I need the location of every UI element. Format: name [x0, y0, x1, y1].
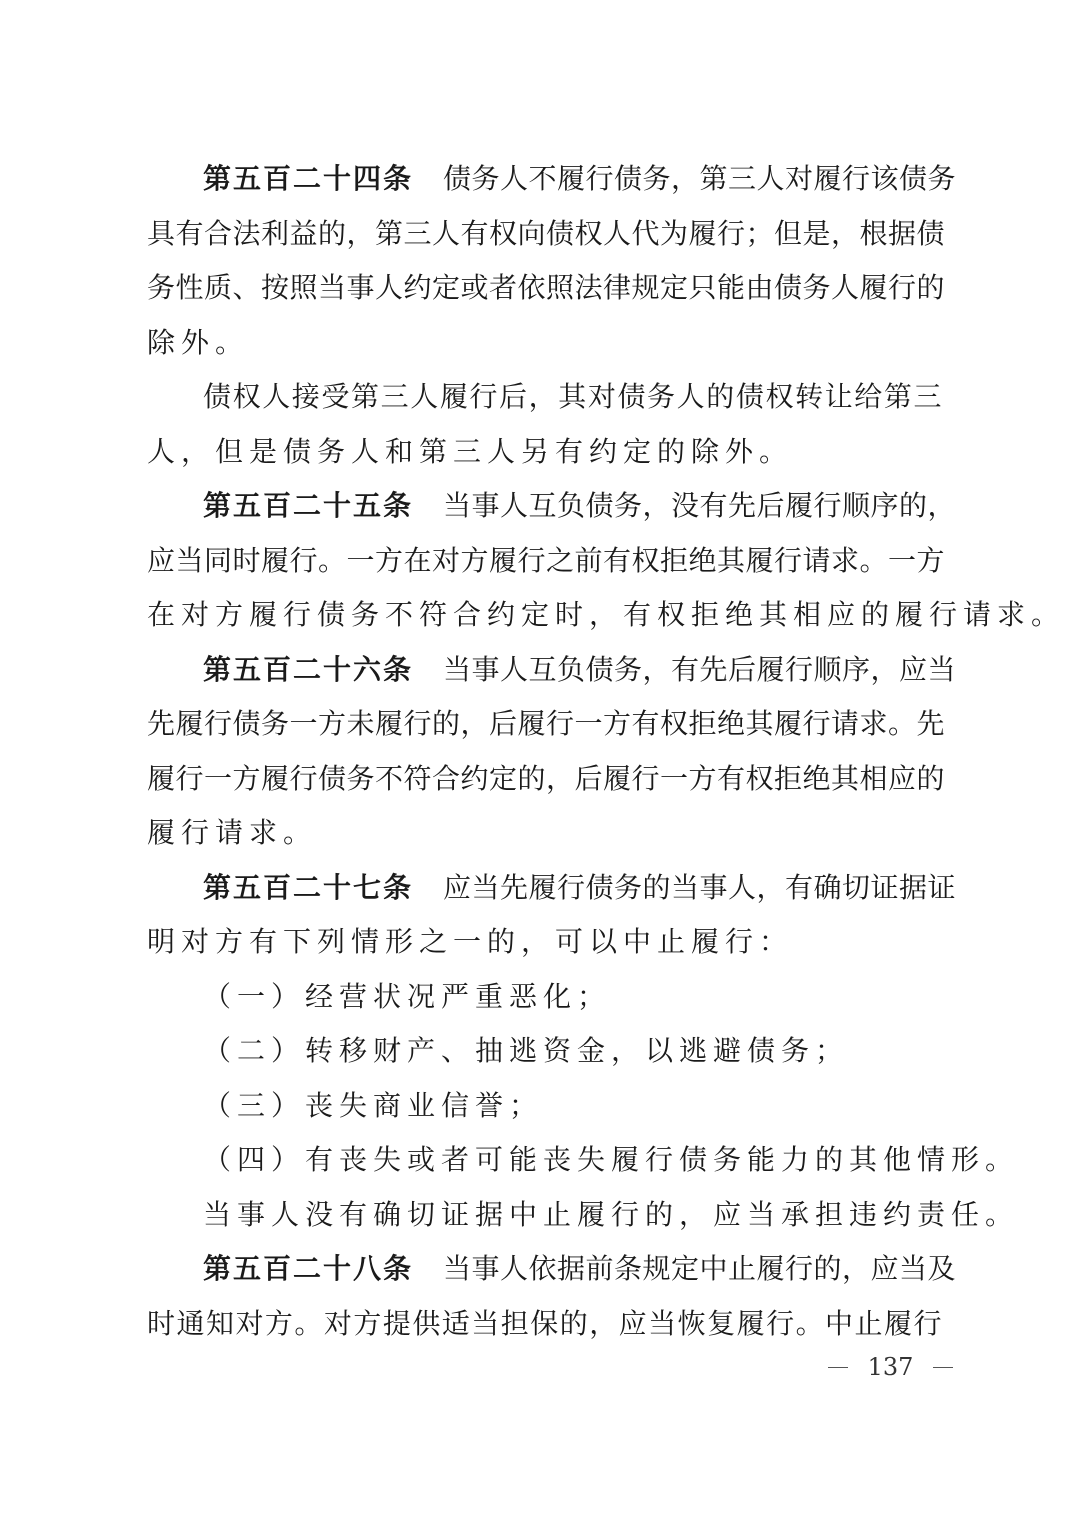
article-525-line-2: 应当同时履行。一方在对方履行之前有权拒绝其履行请求。一方: [147, 543, 946, 577]
footer-dash-right: [933, 1367, 953, 1368]
article-524-line-1: [147, 152, 957, 207]
article-526-line-3: 履行一方履行债务不符合约定的，后履行一方有权拒绝其相应的: [147, 761, 946, 795]
article-526-heading: 第五百二十六条: [203, 652, 414, 686]
article-527-item-3: （三）丧失商业信誉；: [203, 1088, 544, 1122]
article-527-line-1: [147, 861, 957, 916]
article-524-heading: 第五百二十四条: [203, 162, 414, 195]
article-528-heading: 第五百二十八条: [203, 1252, 414, 1285]
article-527-heading: 第五百二十七条: [203, 870, 414, 904]
article-527-closing: 当事人没有确切证据中止履行的，应当承担违约责任。: [203, 1197, 1020, 1231]
article-524-line-2: 具有合法利益的，第三人有权向债权人代为履行；但是，根据债: [147, 216, 946, 250]
article-524-text-1: 债务人不履行债务，第三人对履行该债务: [443, 162, 957, 195]
article-525-text-1: 当事人互负债务，没有先后履行顺序的，: [443, 489, 957, 522]
article-526-line-4: 履行请求。: [147, 816, 318, 849]
article-525-line-3: 在对方履行债务不符合约定时，有权拒绝其相应的履行请求。: [147, 598, 1066, 631]
footer-dash-left: [828, 1367, 848, 1368]
article-526-text-1: 当事人互负债务，有先后履行顺序，应当: [443, 652, 957, 686]
article-527-line-2: 明对方有下列情形之一的，可以中止履行：: [147, 925, 794, 958]
article-527-item-2: （二）转移财产、抽逃资金，以逃避债务；: [203, 1034, 850, 1067]
article-524-line-4: 除外。: [147, 325, 250, 359]
article-524-line-3: 务性质、按照当事人约定或者依照法律规定只能由债务人履行的: [147, 271, 946, 304]
article-527-item-1: （一）经营状况严重恶化；: [203, 979, 612, 1013]
article-524-para2-line-1: 债权人接受第三人履行后，其对债务人的债权转让给第三: [203, 380, 942, 413]
article-528-text-1: 当事人依据前条规定中止履行的，应当及: [443, 1252, 957, 1285]
article-527-text-1: 应当先履行债务的当事人，有确切证据证: [443, 870, 957, 904]
article-525-line-1: [147, 479, 957, 534]
article-526-line-2: 先履行债务一方未履行的，后履行一方有权拒绝其履行请求。先: [147, 707, 946, 740]
page-footer: [828, 1347, 953, 1387]
page-number: 137: [867, 1353, 914, 1381]
article-525-heading: 第五百二十五条: [203, 489, 414, 522]
article-526-line-1: [147, 643, 957, 698]
article-528-line-2: 时通知对方。对方提供适当担保的，应当恢复履行。中止履行: [147, 1306, 942, 1340]
document-page: [147, 152, 1066, 1351]
article-524-para2-line-2: 人，但是债务人和第三人另有约定的除外。: [147, 434, 794, 468]
article-527-item-4: （四）有丧失或者可能丧失履行债务能力的其他情形。: [203, 1143, 1020, 1176]
article-528-line-1: [147, 1242, 957, 1297]
